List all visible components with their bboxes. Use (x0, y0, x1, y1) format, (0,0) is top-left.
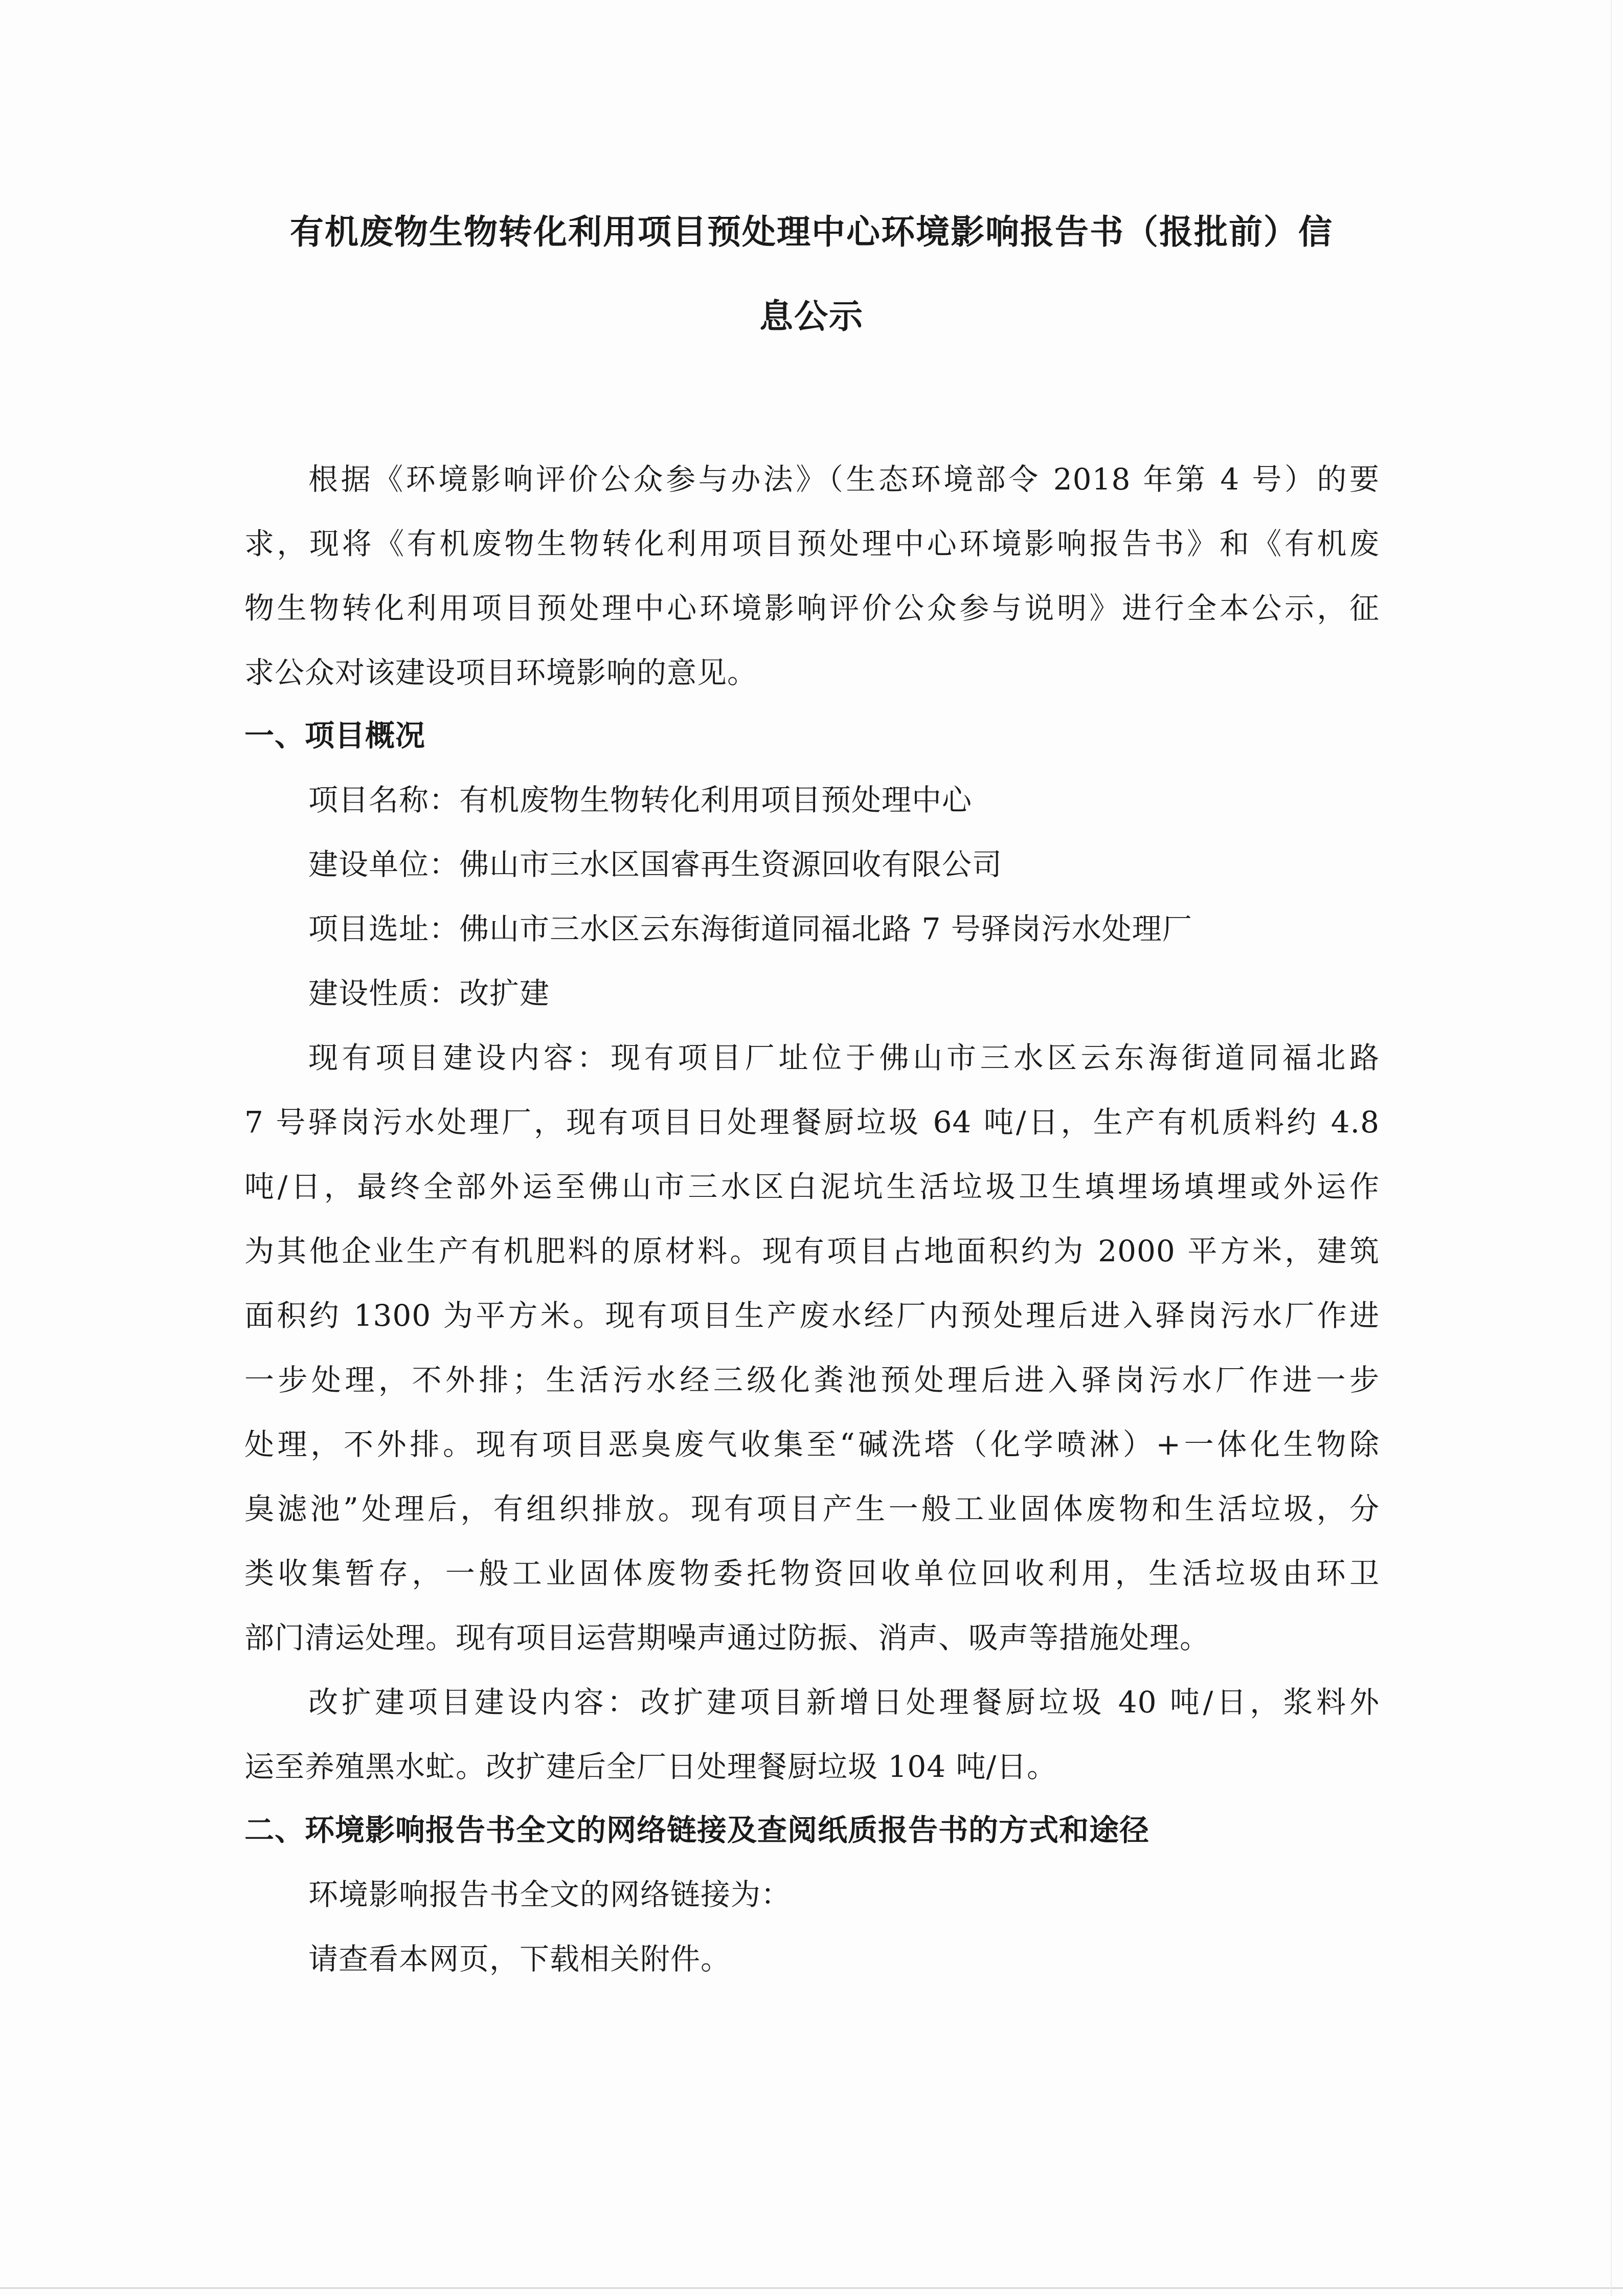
project-name: 项目名称：有机废物生物转化利用项目预处理中心 (308, 783, 973, 817)
project-site: 项目选址：佛山市三水区云东海街道同福北路 7 号驿岗污水处理厂 (308, 911, 1192, 946)
section-1-heading: 一、项目概况 (244, 718, 426, 753)
existing-line: 处理，不外排。现有项目恶臭废气收集至“碱洗塔（化学喷淋）+一体化生物除 (244, 1427, 1380, 1462)
existing-line: 类收集暂存，一般工业固体废物委托物资回收单位回收利用，生活垃圾由环卫 (244, 1556, 1380, 1591)
document-title-line-1: 有机废物生物转化利用项目预处理中心环境影响报告书（报批前）信 (290, 212, 1333, 252)
existing-line: 为其他企业生产有机肥料的原材料。现有项目占地面积约为 2000 平方米，建筑 (244, 1234, 1380, 1268)
existing-line: 7 号驿岗污水处理厂，现有项目日处理餐厨垃圾 64 吨/日，生产有机质料约 4.8 (244, 1105, 1380, 1140)
scan-edge-divider (1611, 0, 1612, 2296)
section-2-heading: 二、环境影响报告书全文的网络链接及查阅纸质报告书的方式和途径 (244, 1813, 1150, 1847)
existing-line: 部门清运处理。现有项目运营期噪声通过防振、消声、吸声等措施处理。 (244, 1620, 1210, 1655)
expansion-line: 运至养殖黑水虻。改扩建后全厂日处理餐厨垃圾 104 吨/日。 (244, 1749, 1057, 1784)
intro-line: 物生物转化利用项目预处理中心环境影响评价公众参与说明》进行全本公示，征 (244, 591, 1380, 626)
construction-nature: 建设性质：改扩建 (308, 976, 550, 1011)
intro-line: 求，现将《有机废物生物转化利用项目预处理中心环境影响报告书》和《有机废 (244, 526, 1380, 561)
intro-line: 根据《环境影响评价公众参与办法》（生态环境部令 2018 年第 4 号）的要 (308, 462, 1380, 497)
expansion-line: 改扩建项目建设内容：改扩建项目新增日处理餐厨垃圾 40 吨/日，浆料外 (308, 1685, 1380, 1720)
intro-line: 求公众对该建设项目环境影响的意见。 (244, 655, 758, 690)
document-title-line-2: 息公示 (759, 296, 864, 336)
existing-line: 一步处理，不外排；生活污水经三级化粪池预处理后进入驿岗污水厂作进一步 (244, 1363, 1380, 1397)
existing-line: 面积约 1300 为平方米。现有项目生产废水经厂内预处理后进入驿岗污水厂作进 (244, 1298, 1380, 1333)
scan-edge-divider (0, 2287, 1623, 2289)
existing-line: 现有项目建设内容：现有项目厂址位于佛山市三水区云东海街道同福北路 (308, 1040, 1380, 1075)
existing-line: 臭滤池”处理后，有组织排放。现有项目产生一般工业固体废物和生活垃圾，分 (244, 1491, 1380, 1526)
builder: 建设单位：佛山市三水区国睿再生资源回收有限公司 (308, 847, 1003, 882)
existing-line: 吨/日，最终全部外运至佛山市三水区白泥坑生活垃圾卫生填埋场填埋或外运作 (244, 1169, 1380, 1204)
link-note: 请查看本网页，下载相关附件。 (308, 1942, 731, 1976)
link-label: 环境影响报告书全文的网络链接为： (308, 1877, 792, 1912)
